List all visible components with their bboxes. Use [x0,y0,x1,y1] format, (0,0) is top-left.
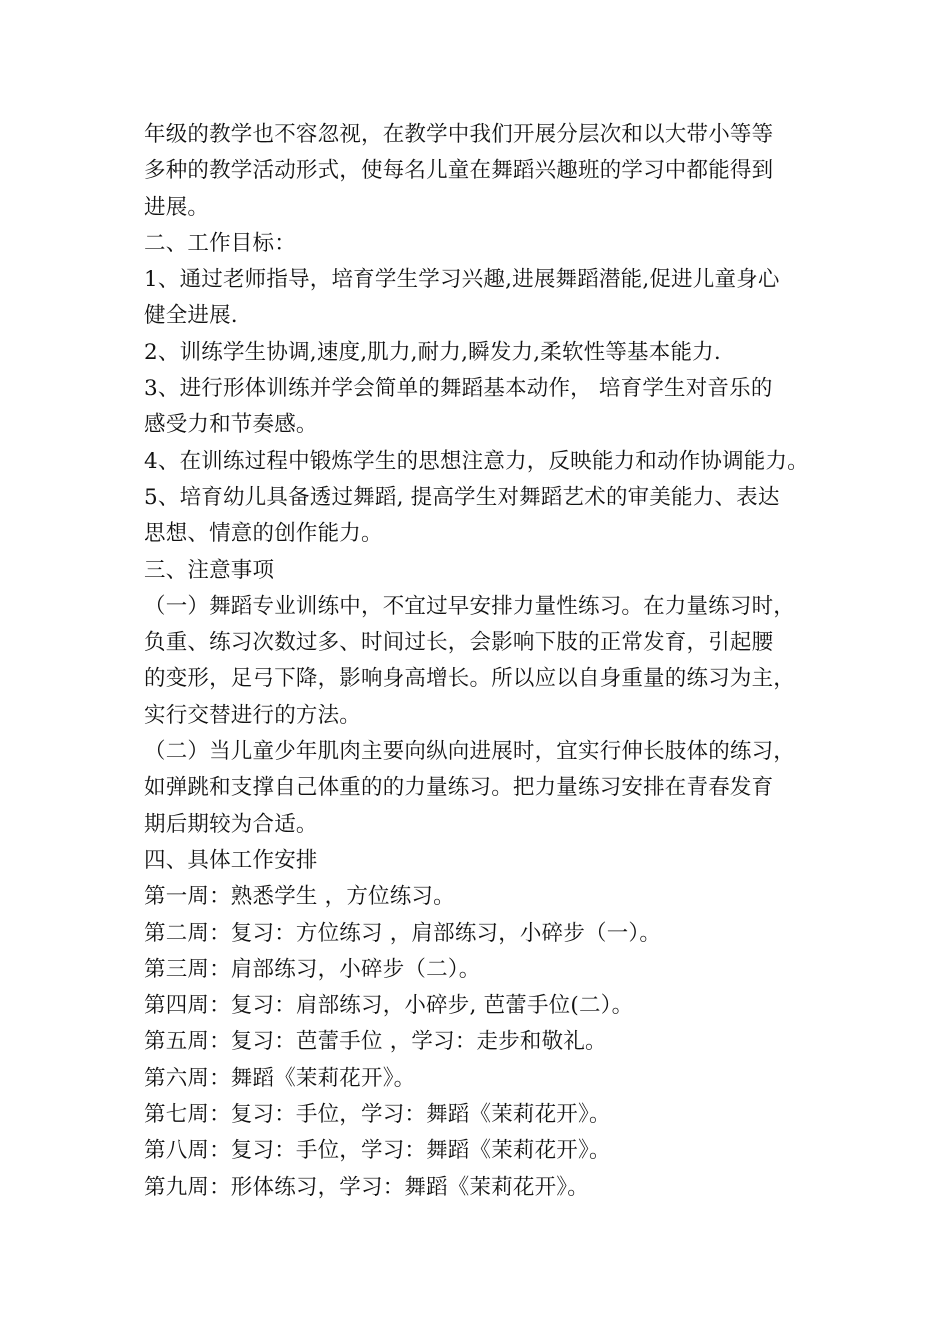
text-line: 年级的教学也不容忽视，在教学中我们开展分层次和以大带小等等 [144,122,774,147]
schedule-week-6: 第六周：舞蹈《茉莉花开》。 [144,1065,416,1091]
text-line: 如弹跳和支撑自己体重的的力量练习。把力量练习安排在青春发育 [144,775,774,801]
goal-item-5: 5、培育幼儿具备透过舞蹈, 提高学生对舞蹈艺术的审美能力、表达 [144,484,780,510]
document-page [144,117,834,1206]
goal-item-3: 3、进行形体训练并学会简单的舞蹈基本动作， 培育学生对音乐的 [144,376,773,402]
note-item-2: （二）当儿童少年肌肉主要向纵向进展时，宜实行伸长肢体的练习， [144,739,796,765]
text-line: 多种的教学活动形式，使每名儿童在舞蹈兴趣班的学习中都能得到 [144,158,774,184]
schedule-week-3: 第三周：肩部练习，小碎步（二）。 [144,956,481,982]
text-line: 实行交替进行的方法。 [144,702,362,728]
text-line: 思想、情意的创作能力。 [144,521,383,547]
section-heading-notes: 三、注意事项 [144,557,275,583]
section-heading-goals: 二、工作目标： [144,230,296,256]
schedule-week-4: 第四周：复习：肩部练习，小碎步, 芭蕾手位(二）。 [144,993,634,1019]
schedule-week-9: 第九周：形体练习，学习：舞蹈《茉莉花开》。 [144,1174,589,1200]
text-line: 负重、练习次数过多、时间过长，会影响下肢的正常发育，引起腰 [144,630,774,656]
section-heading-schedule: 四、具体工作安排 [144,847,318,873]
schedule-week-5: 第五周：复习：芭蕾手位 ，学习：走步和敬礼。 [144,1029,607,1055]
goal-item-4: 4、在训练过程中锻炼学生的思想注意力，反映能力和动作协调能力。 [144,448,809,474]
goal-item-2: 2、训练学生协调,速度,肌力,耐力,瞬发力,柔软性等基本能力. [144,339,721,365]
goal-item-1: 1、通过老师指导，培育学生学习兴趣,进展舞蹈潜能,促进儿童身心 [144,267,780,293]
text-line: 的变形，足弓下降，影响身高增长。所以应以自身重量的练习为主， [144,666,796,692]
text-line: 健全进展. [144,303,238,329]
text-line: 期后期较为合适。 [144,811,318,837]
schedule-week-7: 第七周：复习：手位，学习：舞蹈《茉莉花开》。 [144,1102,611,1128]
schedule-week-8: 第八周：复习：手位，学习：舞蹈《茉莉花开》。 [144,1138,611,1164]
text-line: 感受力和节奏感。 [144,412,318,438]
text-line: 进展。 [144,194,210,220]
note-item-1: （一）舞蹈专业训练中，不宜过早安排力量性练习。在力量练习时， [144,593,796,619]
schedule-week-1: 第一周：熟悉学生 ，方位练习。 [144,884,455,910]
schedule-week-2: 第二周：复习：方位练习 ，肩部练习，小碎步（一）。 [144,920,662,946]
